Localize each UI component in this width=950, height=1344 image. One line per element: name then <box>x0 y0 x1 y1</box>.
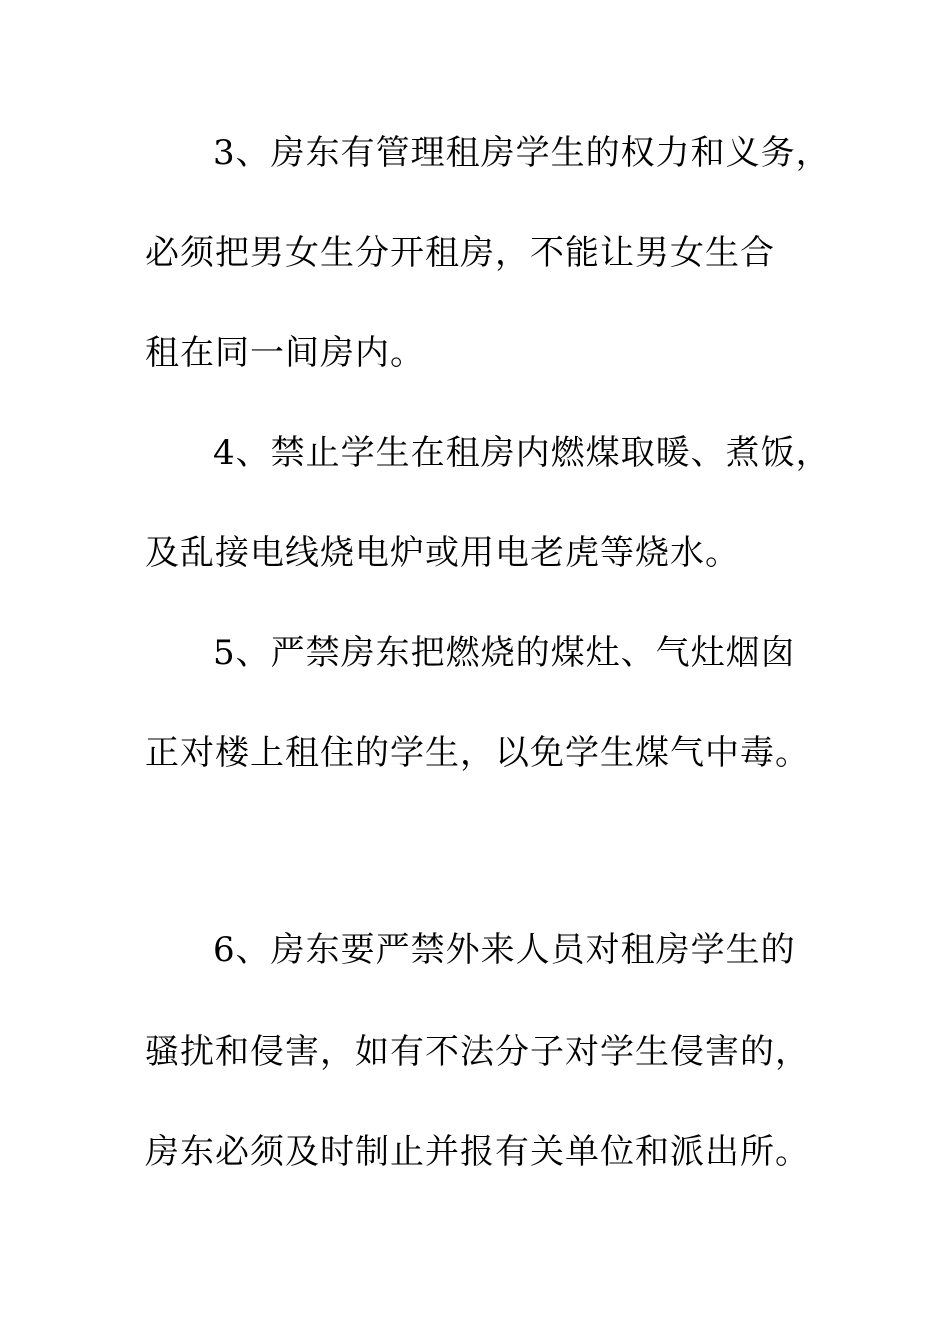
paragraph-6-line-1: 6、房东要严禁外来人员对租房学生的 <box>213 930 796 970</box>
paragraph-5-line-1: 5、严禁房东把燃烧的煤灶、气灶烟囱 <box>213 633 796 673</box>
paragraph-3-line-3: 租在同一间房内。 <box>145 333 425 373</box>
paragraph-3-line-1: 3、房东有管理租房学生的权力和义务， <box>213 133 831 173</box>
paragraph-5-line-2: 正对楼上租住的学生，以免学生煤气中毒。 <box>145 733 810 773</box>
paragraph-6-line-3: 房东必须及时制止并报有关单位和派出所。 <box>145 1132 810 1172</box>
paragraph-4-line-1: 4、禁止学生在租房内燃煤取暖、煮饭， <box>213 433 831 473</box>
paragraph-4-line-2: 及乱接电线烧电炉或用电老虎等烧水。 <box>145 533 740 573</box>
paragraph-3-line-2: 必须把男女生分开租房，不能让男女生合 <box>145 233 775 273</box>
paragraph-6-line-2: 骚扰和侵害，如有不法分子对学生侵害的， <box>145 1032 810 1072</box>
